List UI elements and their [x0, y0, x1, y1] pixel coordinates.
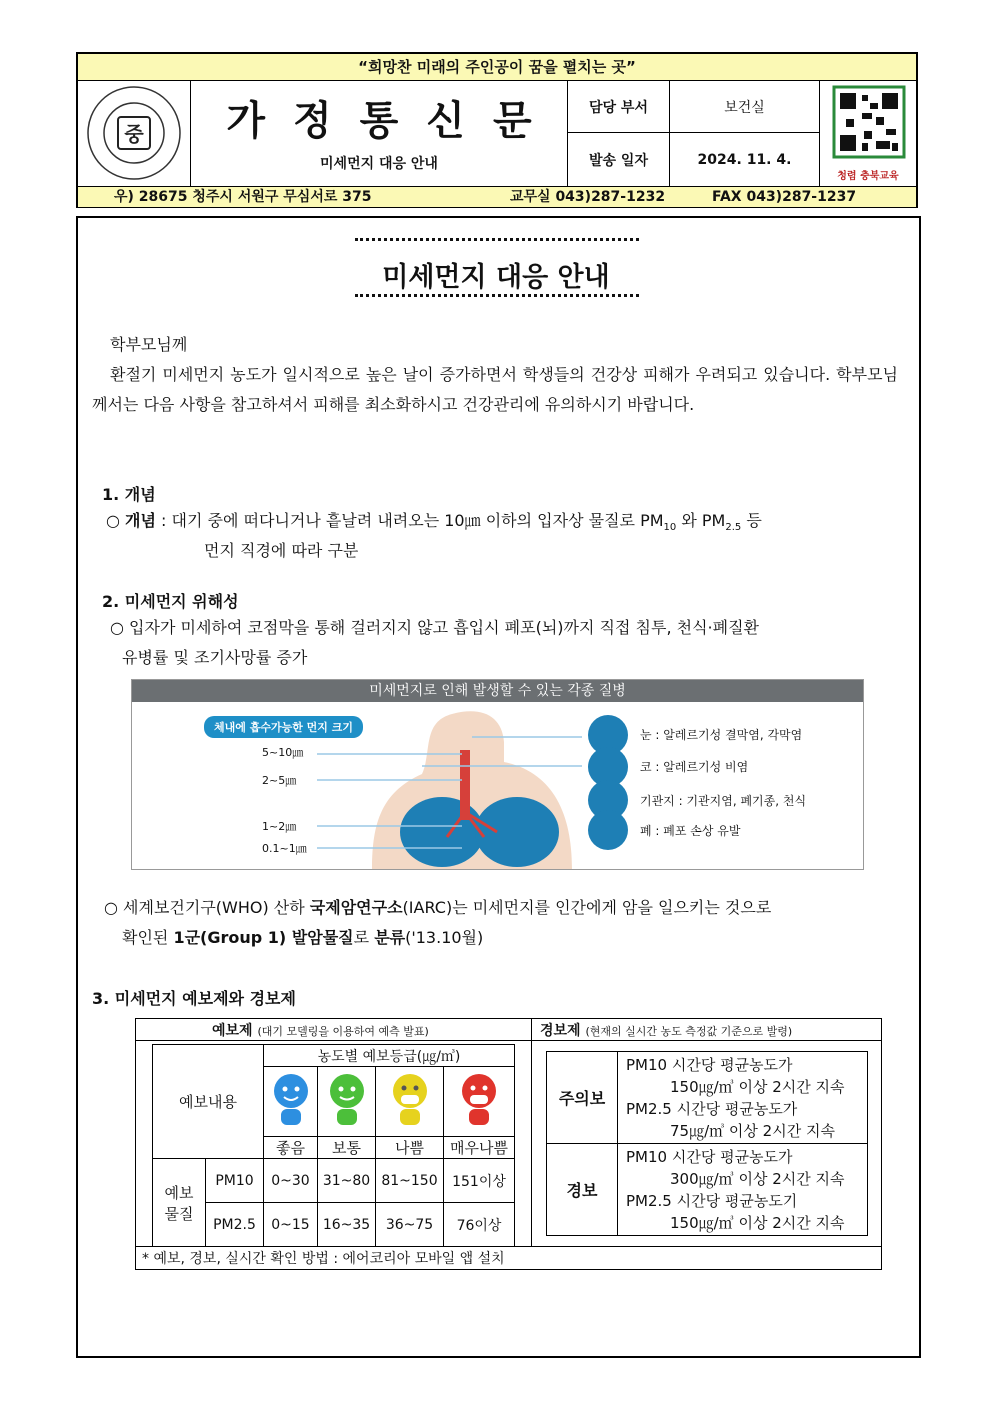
effect-nose: 코 : 알레르기성 비염 — [640, 760, 749, 774]
effect-bronchi: 기관지 : 기관지염, 폐기종, 천식 — [640, 794, 807, 808]
table-cell: 0~15 — [264, 1203, 318, 1247]
alert-criteria: PM10 시간당 평균농도가 300㎍/㎥ 이상 2시간 지속 PM2.5 시간당 평균농도기 150㎍/㎥ 이상 2시간 지속 — [618, 1144, 868, 1236]
qr-code — [820, 81, 916, 186]
who-line: ○ 세계보건기구(WHO) 산하 국제암연구소(IARC)는 미세먼지를 인간에게 암을 일으키는 것으로 — [104, 898, 772, 917]
alert-criteria: PM10 시간당 평균농도가 150㎍/㎥ 이상 2시간 지속 PM2.5 시간당 평균농도가 75㎍/㎥ 이상 2시간 지속 — [618, 1052, 868, 1144]
address-bar — [78, 186, 916, 207]
row-name: PM10 — [206, 1159, 264, 1203]
row-name: PM2.5 — [206, 1203, 264, 1247]
alert-level: 경보 — [547, 1144, 618, 1236]
content-label: 예보내용 — [153, 1045, 264, 1159]
dept-label: 담당 부서 — [568, 81, 670, 133]
harm-line: ○ 입자가 미세하여 코점막을 통해 걸러지지 않고 흡입시 폐포(뇌)까지 직접 침투, 천식·폐질환 — [110, 618, 759, 637]
material-label: 예보 물질 — [153, 1159, 206, 1247]
svg-text:중: 중 — [124, 122, 144, 146]
table-cell: 36~75 — [376, 1203, 444, 1247]
diagram-title: 미세먼지로 인해 발생할 수 있는 각종 질병 — [132, 680, 863, 702]
section-2-title: 2. 미세먼지 위해성 — [102, 592, 239, 611]
intro-paragraph: 환절기 미세먼지 농도가 일시적으로 높은 날이 증가하면서 학생들의 건강상 피해가 우려되고 있습니다. 학부모님께서는 다음 사항을 참고하셔서 피해를 최소화하시고 건강관리에 유의하시기 바랍니다. — [92, 365, 898, 414]
alert-table — [546, 1051, 868, 1236]
fax: FAX 043)287-1237 — [712, 189, 857, 205]
size-label: 0.1~1㎛ — [262, 842, 307, 855]
school-logo — [78, 81, 191, 186]
date-value: 2024. 11. 4. — [670, 133, 820, 186]
grade-icon — [264, 1067, 318, 1137]
size-label: 5~10㎛ — [262, 746, 304, 759]
footnote: * 예보, 경보, 실시간 확인 방법 : 에어코리아 모바일 앱 설치 — [142, 1251, 505, 1267]
table-cell: 76이상 — [444, 1203, 515, 1247]
concept-line: ○ 개념 : 대기 중에 떠다니거나 흩날려 내려오는 10㎛ 이하의 입자상 물질로 $PM_{10}$ 와 $PM_{2.5}$ 등 — [106, 511, 762, 534]
table-cell: 0~30 — [264, 1159, 318, 1203]
effect-lung: 폐 : 폐포 손상 유발 — [640, 824, 741, 838]
forecast-table — [152, 1044, 515, 1247]
doc-title: 미세먼지 대응 안내 — [382, 262, 610, 293]
school-slogan: “희망찬 미래의 주인공이 꿈을 펼치는 곳” — [78, 54, 916, 81]
grade-label: 좋음 — [264, 1137, 318, 1159]
title-divider — [355, 294, 639, 297]
section-1-title: 1. 개념 — [102, 485, 156, 504]
grade-label: 나쁨 — [376, 1137, 444, 1159]
size-label: 1~2㎛ — [262, 820, 297, 833]
phone: 교무실 043)287-1232 — [510, 189, 666, 205]
qr-caption: 청렴 충북교육 — [837, 171, 899, 182]
grade-icon — [376, 1067, 444, 1137]
forecast-heading: 예보제 (대기 모델링을 이용하여 예측 발표) — [212, 1023, 429, 1039]
letter-header — [76, 52, 918, 208]
grade-header: 농도별 예보등급(㎍/㎥) — [264, 1045, 515, 1067]
grade-icon — [444, 1067, 515, 1137]
grade-label: 보통 — [318, 1137, 376, 1159]
table-cell: 81~150 — [376, 1159, 444, 1203]
alert-heading: 경보제 (현재의 실시간 농도 측정값 기준으로 발령) — [540, 1023, 793, 1039]
title-divider — [355, 238, 639, 241]
table-cell: 31~80 — [318, 1159, 376, 1203]
section-3-title: 3. 미세먼지 예보제와 경보제 — [92, 989, 296, 1008]
grade-label: 매우나쁨 — [444, 1137, 515, 1159]
size-badge: 체내에 흡수가능한 먼지 크기 — [204, 716, 363, 738]
letter-title: 가정통신문 — [226, 97, 560, 144]
greeting: 학부모님께 — [110, 335, 188, 354]
date-label: 발송 일자 — [568, 133, 670, 186]
size-label: 2~5㎛ — [262, 774, 297, 787]
grade-icon — [318, 1067, 376, 1137]
dept-value: 보건실 — [670, 81, 820, 133]
letter-subtitle: 미세먼지 대응 안내 — [320, 156, 438, 172]
effect-eye: 눈 : 알레르기성 결막염, 각막염 — [640, 728, 803, 742]
table-cell: 16~35 — [318, 1203, 376, 1247]
table-cell: 151이상 — [444, 1159, 515, 1203]
disease-diagram — [131, 679, 864, 870]
harm-line-2: 유병률 및 조기사망률 증가 — [122, 648, 308, 667]
who-line-2: 확인된 1군(Group 1) 발암물질로 분류('13.10월) — [122, 928, 484, 947]
alert-level: 주의보 — [547, 1052, 618, 1144]
concept-line-2: 먼지 직경에 따라 구분 — [204, 541, 359, 560]
address: 우) 28675 청주시 서원구 무심서로 375 — [114, 189, 372, 205]
